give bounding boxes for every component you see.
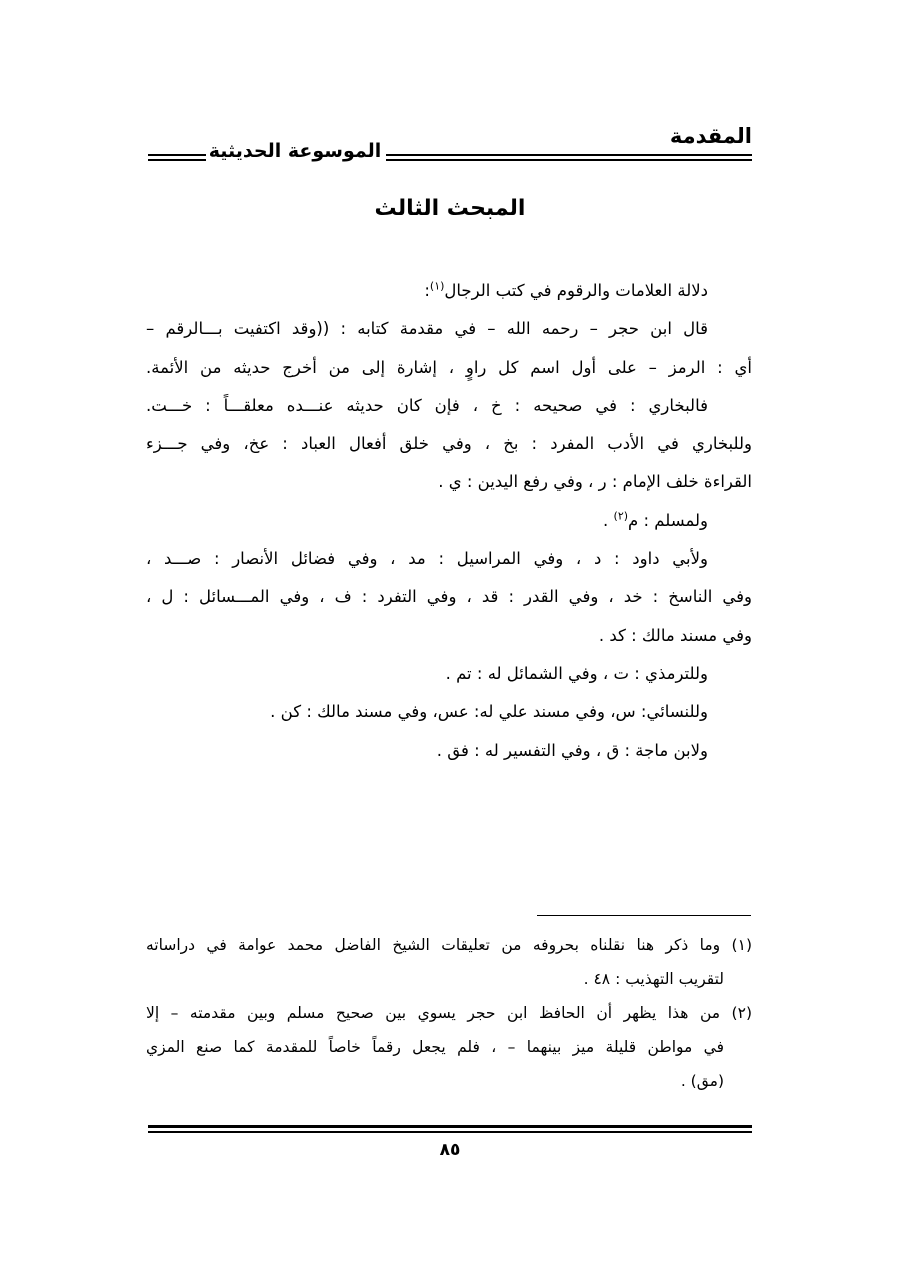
text-line: فالبخاري : في صحيحه : خ ، فإن كان حديثه عنـــده معلقـــاً : خـــت. [146,395,708,415]
header-rule [386,154,752,161]
text-line: وفي مسند مالك : كد . [598,625,752,645]
running-header-section: المقدمة [669,124,752,148]
text-line: وللنسائي: س، وفي مسند علي له: عس، وفي مسند مالك : كن . [270,702,708,722]
text-line: ولأبي داود : د ، وفي المراسيل : مد ، وفي فضائل الأنصار : صـــد ، [146,549,708,569]
chapter-title: المبحث الثالث [374,196,526,221]
text-line [146,272,752,310]
text-line: ولابن ماجة : ق ، وفي التفسير له : فق . [436,740,708,760]
footnote-line: (١) وما ذكر هنا نقلناه بحروفه من تعليقات الشيخ الفاضل محمد عوامة في دراساته [146,936,752,954]
footnote-ref: (٢) [613,509,629,523]
text-line [146,502,752,540]
text-line: وللترمذي : ت ، وفي الشمائل له : تم . [445,663,708,683]
footnotes [146,928,752,1098]
text-run: . [603,510,614,530]
text-line: وفي الناسخ : خد ، وفي القدر : قد ، وفي التفرد : ف ، وفي المـــسائل : ل ، [146,587,752,607]
text-run: ولمسلم : م [628,510,708,530]
footer-rule [148,1125,752,1133]
running-header-book-title: الموسوعة الحديثية [208,140,382,162]
footnote-line: (مق) . [680,1072,724,1090]
text-run: : [424,281,430,300]
footnote-line: لتقريب التهذيب : ٤٨ . [583,970,724,988]
text-line: قال ابن حجر – رحمه الله – في مقدمة كتابه : ((وقد اكتفيت بـــالرقم – [146,319,708,339]
footnote-separator [537,915,751,916]
footnote-ref: (١) [429,279,445,293]
text-run: دلالة العلامات والرقوم في كتب الرجال [444,281,708,300]
text-line: أي : الرمز – على أول اسم كل راوٍ ، إشارة إلى من أخرج حديثه من الأئمة. [146,357,752,377]
footnote-line: في مواطن قليلة ميز بينهما – ، فلم يجعل رقماً خاصاً للمقدمة كما صنع المزي [146,1038,724,1056]
text-line: القراءة خلف الإمام : ر ، وفي رفع اليدين : ي . [438,472,752,492]
body-text [146,272,752,770]
footnote-line: (٢) من هذا يظهر أن الحافظ ابن حجر يسوي بين صحيح مسلم وبين مقدمته – إلا [146,1004,752,1022]
page-number: ٨٥ [439,1140,461,1160]
text-line: وللبخاري في الأدب المفرد : بخ ، وفي خلق أفعال العباد : عخ، وفي جـــزء [146,434,752,454]
header-rule-short [148,154,206,161]
